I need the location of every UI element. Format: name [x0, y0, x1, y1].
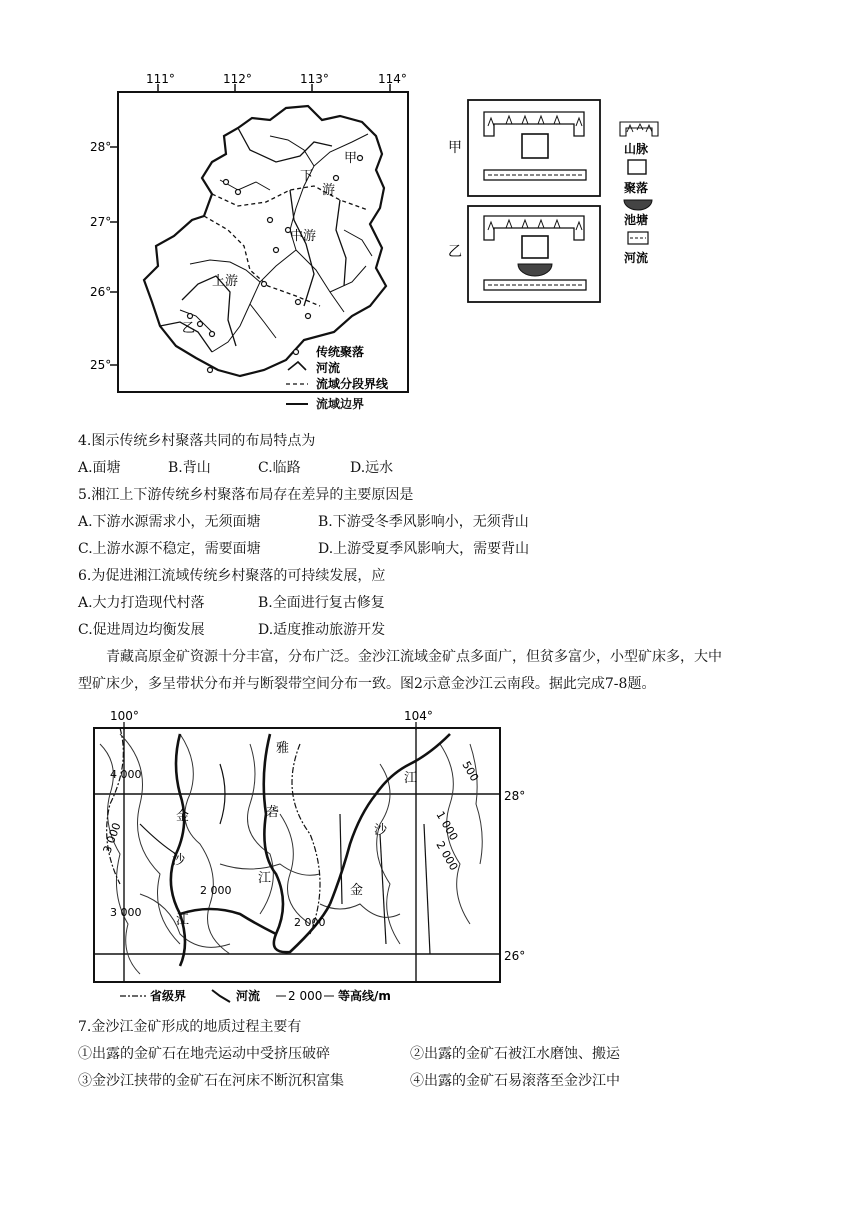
yi-settlement	[522, 236, 548, 258]
label-zhongyou: 中游	[290, 229, 317, 244]
label-jia: 甲	[344, 151, 358, 166]
q5-option-b[interactable]: B.下游受冬季风影响小，无须背山	[318, 514, 529, 530]
jia-river	[484, 170, 586, 180]
river-char-sha-left: 沙	[172, 853, 186, 868]
contour-label-4000: 4 000	[110, 768, 142, 781]
jinsha-river-map	[80, 704, 540, 1006]
q6-option-c[interactable]: C.促进周边均衡发展	[78, 622, 205, 638]
label-yi: 乙	[182, 321, 196, 336]
legend-province: 省级界	[150, 989, 187, 1003]
legend-contour: 等高线/m	[338, 989, 391, 1003]
lat-tick-26: 26°	[90, 285, 112, 299]
q6-option-d[interactable]: D.适度推动旅游开发	[258, 622, 386, 638]
sub-basin-lines	[160, 128, 346, 352]
q4-stem: 4.图示传统乡村聚落共同的布局特点为	[78, 433, 316, 449]
contour-label-3000-left: 3 000	[100, 820, 124, 856]
q7-stem: 7.金沙江金矿形成的地质过程主要有	[78, 1019, 302, 1035]
map2-lon-100: 100°	[110, 709, 139, 723]
jia-settlement	[522, 134, 548, 158]
q5-stem: 5.湘江上下游传统乡村聚落布局存在差异的主要原因是	[78, 487, 414, 503]
province-boundaries	[107, 728, 320, 934]
legend-diagram-river: 河流	[624, 251, 649, 265]
contour-label-2000-mid: 2 000	[294, 916, 326, 929]
q5-option-d[interactable]: D.上游受夏季风影响大，需要背山	[318, 541, 530, 557]
label-xia: 下	[300, 169, 314, 184]
lon-tick-113: 113°	[300, 72, 329, 86]
contour-label-3000-bottom: 3 000	[110, 906, 142, 919]
contour-label-1000: 1 000	[433, 809, 461, 843]
passage-line-2: 型矿床少，多呈带状分布并与断裂带空间分布一致。图2示意金沙江云南段。据此完成7-8题。	[78, 676, 656, 692]
lon-tick-112: 112°	[223, 72, 252, 86]
diagram-label-jia: 甲	[448, 140, 462, 156]
q7-option-3[interactable]: ③金沙江挟带的金矿石在河床不断沉积富集	[78, 1073, 344, 1089]
q6-stem: 6.为促进湘江流域传统乡村聚落的可持续发展，应	[78, 568, 386, 584]
label-shangyou: 上游	[212, 274, 239, 289]
q4-option-b[interactable]: B.背山	[168, 460, 211, 476]
lon-tick-114: 114°	[378, 72, 407, 86]
river-char-jiang-right: 江	[404, 771, 418, 786]
xiangjiang-basin-map	[90, 70, 430, 395]
legend-basin-boundary-row	[286, 396, 436, 412]
legend-settlement: 传统聚落	[316, 345, 365, 359]
river-char-jiang-left: 江	[176, 913, 190, 928]
map2-legend	[120, 988, 391, 1003]
map2-lon-104: 104°	[404, 709, 433, 723]
legend-basin-boundary: 流域边界	[316, 397, 365, 411]
river-char-long: 砻	[266, 805, 280, 820]
legend-river: 河流	[316, 361, 341, 375]
lat-tick-marks	[110, 147, 118, 365]
map2-lat-28: 28°	[504, 789, 526, 803]
jinsha-river-lines	[171, 734, 450, 966]
yi-pond	[518, 264, 552, 276]
river-char-jiang-yalong: 江	[258, 871, 272, 886]
river-char-jin-right: 金	[350, 883, 364, 898]
yi-river	[484, 280, 586, 290]
legend-mountain: 山脉	[624, 142, 649, 156]
q6-option-b[interactable]: B.全面进行复古修复	[258, 595, 385, 611]
q4-option-d[interactable]: D.远水	[350, 460, 394, 476]
contour-label-2000-right: 2 000	[433, 839, 461, 873]
basin-boundary	[144, 106, 386, 376]
lon-tick-111: 111°	[146, 72, 175, 86]
diagram-legend	[620, 122, 658, 265]
river-char-jin-left: 金	[176, 809, 190, 824]
legend-contour-sample: 2 000	[288, 989, 323, 1003]
q7-option-2[interactable]: ②出露的金矿石被江水磨蚀、搬运	[410, 1046, 620, 1062]
legend-map2-river: 河流	[236, 989, 261, 1003]
q4-option-a[interactable]: A.面塘	[78, 460, 121, 476]
map1-legend	[286, 344, 389, 391]
legend-segment-line: 流域分段界线	[316, 377, 389, 391]
lat-tick-27: 27°	[90, 215, 112, 229]
q5-option-c[interactable]: C.上游水源不稳定，需要面塘	[78, 541, 261, 557]
legend-diagram-settlement: 聚落	[624, 181, 649, 195]
basin-boundary-line-swatch	[286, 403, 308, 405]
contour-label-500: 500	[459, 759, 482, 784]
settlement-dots	[188, 156, 363, 373]
map2-lat-26: 26°	[504, 949, 526, 963]
q5-option-a[interactable]: A.下游水源需求小，无须面塘	[78, 514, 261, 530]
q6-option-a[interactable]: A.大力打造现代村落	[78, 595, 205, 611]
river-char-ya: 雅	[276, 741, 290, 756]
q4-option-c[interactable]: C.临路	[258, 460, 301, 476]
settlement-layout-diagram	[448, 96, 668, 306]
river-char-sha-right: 沙	[374, 823, 388, 838]
label-you: 游	[322, 183, 336, 198]
lat-tick-25: 25°	[90, 358, 112, 372]
lon-tick-marks	[158, 84, 390, 92]
q7-option-1[interactable]: ①出露的金矿石在地壳运动中受挤压破碎	[78, 1046, 330, 1062]
segment-line-lower	[212, 186, 368, 210]
legend-pond: 池塘	[624, 213, 649, 227]
passage-line-1: 青藏高原金矿资源十分丰富，分布广泛。金沙江流域金矿点多面广，但贫多富少，小型矿床多，大中	[106, 649, 722, 665]
diagram-label-yi: 乙	[448, 244, 462, 260]
lat-tick-28: 28°	[90, 140, 112, 154]
q7-option-4[interactable]: ④出露的金矿石易滚落至金沙江中	[410, 1073, 620, 1089]
contour-label-2000-center: 2 000	[200, 884, 232, 897]
